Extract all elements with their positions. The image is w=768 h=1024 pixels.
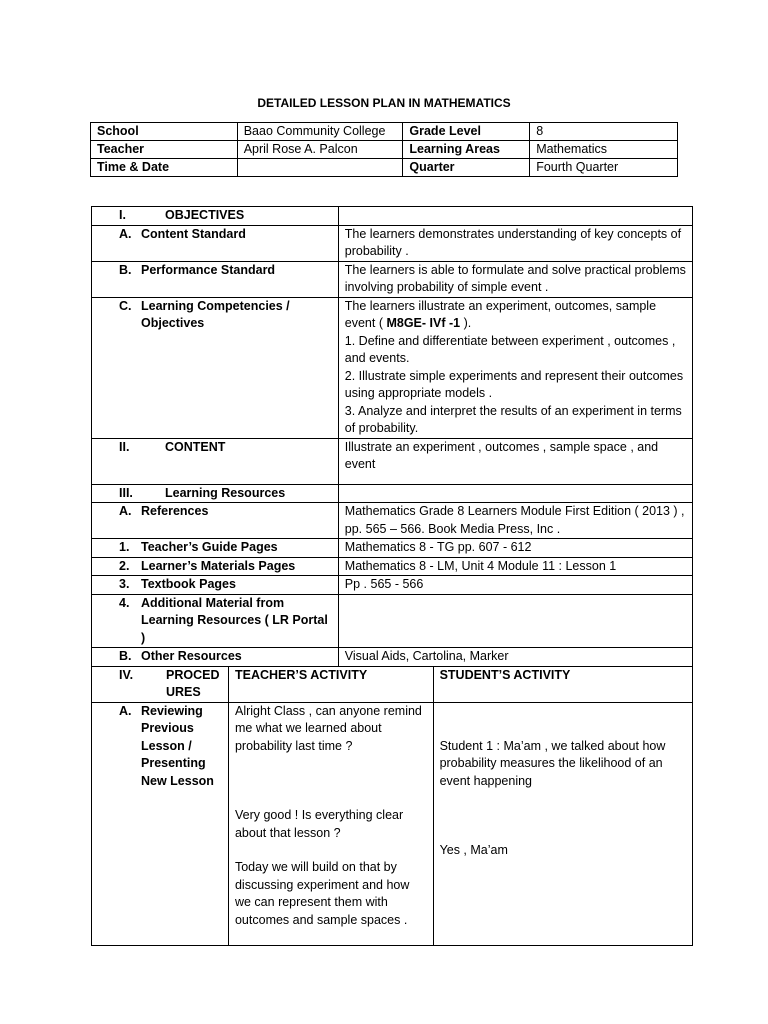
references-row	[92, 503, 693, 539]
teacher-line: Today we will build on that by discussing experiment and how we can represent them with outcomes and sample spaces .	[234, 860, 410, 927]
info-value: Fourth Quarter	[530, 159, 678, 177]
item-label: Other Resources	[141, 649, 242, 663]
item-number: C.	[119, 298, 132, 313]
info-row-time-date	[91, 159, 678, 177]
content-standard-text: The learners demonstrates understanding of key concepts of probability .	[338, 225, 692, 261]
info-value: Mathematics	[530, 141, 678, 159]
competency-code: M8GE- IVf -1	[386, 316, 461, 330]
item-label: Teacher’s Guide Pages	[141, 540, 278, 554]
info-value: Baao Community College	[237, 123, 403, 141]
section-heading	[92, 438, 339, 484]
competency-intro: The learners illustrate an experiment, outcomes, sample event (	[344, 298, 657, 330]
info-label: Learning Areas	[403, 141, 530, 159]
other-resources-row	[92, 648, 693, 667]
item-number: A.	[119, 703, 132, 718]
info-value: 8	[530, 123, 678, 141]
additional-material-text	[338, 594, 692, 648]
info-table	[90, 122, 678, 177]
info-label: Grade Level	[403, 123, 530, 141]
info-row-teacher	[91, 141, 678, 159]
section-resources	[92, 484, 693, 503]
teachers-guide-row	[92, 539, 693, 558]
item-number: A.	[119, 504, 132, 518]
teacher-line: Very good ! Is everything clear about that lesson ?	[234, 808, 404, 840]
teacher-activity-header: TEACHER’S ACTIVITY	[228, 666, 433, 702]
item-label: Textbook Pages	[141, 577, 236, 591]
item-number: 3.	[119, 577, 130, 591]
additional-material-label	[92, 594, 339, 648]
learners-materials-text: Mathematics 8 - LM, Unit 4 Module 11 : Lesson 1	[338, 557, 692, 576]
performance-standard-row	[92, 261, 693, 297]
section-heading	[92, 666, 229, 702]
references-text: Mathematics Grade 8 Learners Module First Edition ( 2013 ) , pp. 565 – 566. Book Media Press, Inc .	[338, 503, 692, 539]
empty-cell	[338, 484, 692, 503]
item-label: Content Standard	[141, 226, 246, 241]
student-activity-cell	[433, 702, 692, 945]
teachers-guide-label	[92, 539, 339, 558]
student-activity-header: STUDENT’S ACTIVITY	[433, 666, 692, 702]
section-number: I.	[119, 208, 126, 222]
performance-standard-text: The learners is able to formulate and solve practical problems involving probability of simple event .	[338, 261, 692, 297]
info-label: Quarter	[403, 159, 530, 177]
student-line: Student 1 : Ma’am , we talked about how probability measures the likelihood of an event happening	[439, 738, 666, 788]
competency-intro-end: ).	[460, 316, 472, 330]
competency-item: 1. Define and differentiate between experiment , outcomes , and events.	[344, 333, 676, 365]
additional-material-row	[92, 594, 693, 648]
section-label: Learning Resources	[165, 485, 286, 500]
textbook-row	[92, 576, 693, 595]
section-heading	[92, 484, 339, 503]
item-number: B.	[119, 262, 132, 277]
item-label: Learner’s Materials Pages	[141, 558, 296, 573]
info-label: Time & Date	[91, 159, 238, 177]
other-resources-label	[92, 648, 339, 667]
content-text: Illustrate an experiment , outcomes , sample space , and event	[338, 438, 692, 484]
references-label	[92, 503, 339, 539]
competencies-label	[92, 297, 339, 438]
review-row	[92, 702, 693, 945]
document-title: DETAILED LESSON PLAN IN MATHEMATICS	[257, 96, 511, 110]
teachers-guide-text: Mathematics 8 - TG pp. 607 - 612	[338, 539, 692, 558]
empty-cell	[338, 207, 692, 226]
item-label: Performance Standard	[141, 262, 276, 277]
learners-materials-row	[92, 557, 693, 576]
item-label: Reviewing Previous Lesson / Presenting New Lesson	[141, 703, 214, 788]
item-label: Additional Material from Learning Resources ( LR Portal )	[141, 595, 328, 645]
content-standard-label	[92, 225, 339, 261]
info-value: April Rose A. Palcon	[237, 141, 403, 159]
section-number: IV.	[119, 667, 134, 682]
section-label: PROCED URES	[166, 667, 220, 699]
competencies-row	[92, 297, 693, 438]
section-procedures	[92, 666, 693, 702]
student-line: Yes , Ma’am	[439, 843, 508, 857]
other-resources-text: Visual Aids, Cartolina, Marker	[338, 648, 692, 667]
textbook-label	[92, 576, 339, 595]
info-value	[237, 159, 403, 177]
section-number: II.	[119, 439, 130, 454]
item-number: A.	[119, 226, 132, 241]
section-objectives	[92, 207, 693, 226]
info-label: School	[91, 123, 238, 141]
competency-item: 2. Illustrate simple experiments and represent their outcomes using appropriate models .	[344, 368, 684, 400]
info-label: Teacher	[91, 141, 238, 159]
content-standard-row	[92, 225, 693, 261]
section-label: CONTENT	[165, 439, 226, 454]
teacher-activity-cell	[228, 702, 433, 945]
item-number: B.	[119, 649, 132, 663]
section-heading	[92, 207, 339, 226]
item-label: Learning Competencies / Objectives	[141, 298, 290, 330]
textbook-text: Pp . 565 - 566	[338, 576, 692, 595]
teacher-line: Alright Class , can anyone remind me what we learned about probability last time ?	[234, 703, 422, 753]
item-number: 1.	[119, 540, 130, 554]
item-number: 2.	[119, 558, 130, 573]
section-content	[92, 438, 693, 484]
section-label: OBJECTIVES	[165, 208, 245, 222]
competency-item: 3. Analyze and interpret the results of an experiment in terms of probability.	[344, 403, 682, 435]
lesson-plan-table	[91, 206, 693, 946]
item-label: References	[141, 504, 209, 518]
section-number: III.	[119, 485, 133, 500]
competencies-text	[338, 297, 692, 438]
item-number: 4.	[119, 595, 130, 610]
info-row-school	[91, 123, 678, 141]
review-label	[92, 702, 229, 945]
learners-materials-label	[92, 557, 339, 576]
performance-standard-label	[92, 261, 339, 297]
